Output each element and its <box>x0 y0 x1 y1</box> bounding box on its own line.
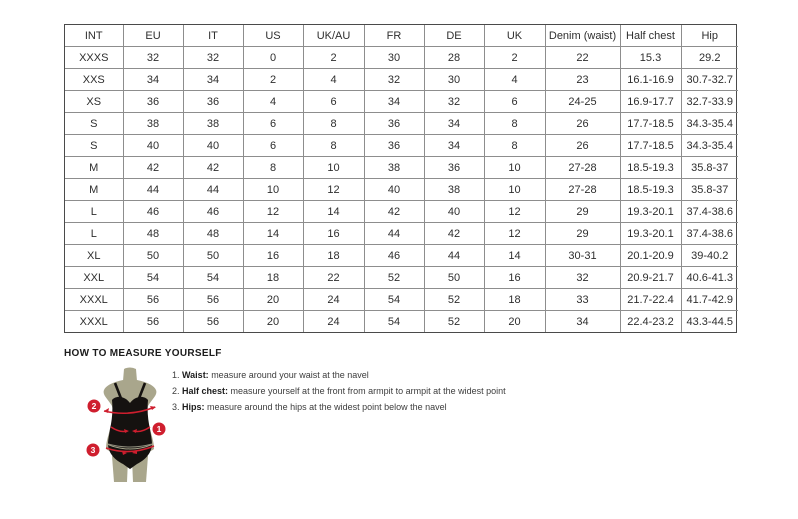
table-cell: 19.3-20.1 <box>620 223 681 245</box>
table-cell: 46 <box>123 201 183 223</box>
column-header: Half chest <box>620 25 681 47</box>
table-cell: 6 <box>303 91 364 113</box>
table-cell: 42 <box>424 223 484 245</box>
table-cell: 52 <box>364 267 424 289</box>
table-cell: 29 <box>545 223 620 245</box>
table-cell: 18.5-19.3 <box>620 157 681 179</box>
table-cell: 52 <box>424 311 484 333</box>
step-number: 1. <box>172 370 183 380</box>
table-cell: 16.1-16.9 <box>620 69 681 91</box>
table-cell: 42 <box>183 157 243 179</box>
table-row <box>65 289 738 311</box>
table-cell: 48 <box>183 223 243 245</box>
table-cell: 8 <box>303 135 364 157</box>
table-cell: 34.3-35.4 <box>681 135 738 157</box>
table-cell: 34 <box>424 135 484 157</box>
table-cell: 22.4-23.2 <box>620 311 681 333</box>
table-cell: XXXL <box>65 311 123 333</box>
table-cell: 34.3-35.4 <box>681 113 738 135</box>
measure-steps <box>172 370 506 418</box>
table-cell: 2 <box>484 47 545 69</box>
table-cell: 20.9-21.7 <box>620 267 681 289</box>
table-cell: 40 <box>123 135 183 157</box>
table-cell: 36 <box>183 91 243 113</box>
table-cell: 42 <box>364 201 424 223</box>
table-cell: 10 <box>484 157 545 179</box>
table-cell: 18 <box>303 245 364 267</box>
table-cell: 8 <box>303 113 364 135</box>
table-cell: 30 <box>424 69 484 91</box>
table-cell: XL <box>65 245 123 267</box>
step-text: measure yourself at the front from armpit to armpit at the widest point <box>228 386 506 396</box>
table-cell: 32 <box>364 69 424 91</box>
measure-step <box>172 402 506 412</box>
column-header: IT <box>183 25 243 47</box>
table-cell: 2 <box>243 69 303 91</box>
table-cell: 56 <box>123 289 183 311</box>
table-cell: 54 <box>183 267 243 289</box>
column-header: INT <box>65 25 123 47</box>
table-cell: 18 <box>484 289 545 311</box>
table-cell: 44 <box>424 245 484 267</box>
swimsuit-top <box>108 397 152 449</box>
table-cell: 24 <box>303 289 364 311</box>
table-row <box>65 179 738 201</box>
table-cell: 18.5-19.3 <box>620 179 681 201</box>
table-cell: 18 <box>243 267 303 289</box>
step-label: Waist: <box>182 370 209 380</box>
table-cell: 8 <box>484 135 545 157</box>
table-cell: 16.9-17.7 <box>620 91 681 113</box>
column-header: EU <box>123 25 183 47</box>
table-cell: 38 <box>123 113 183 135</box>
table-cell: 20.1-20.9 <box>620 245 681 267</box>
table-cell: 19.3-20.1 <box>620 201 681 223</box>
table-cell: 2 <box>303 47 364 69</box>
table-cell: 32 <box>545 267 620 289</box>
step-number: 3. <box>172 402 183 412</box>
table-cell: 32 <box>123 47 183 69</box>
table-cell: 12 <box>484 223 545 245</box>
table-row <box>65 223 738 245</box>
table-cell: 32 <box>183 47 243 69</box>
measure-step <box>172 386 506 396</box>
table-cell: 56 <box>183 289 243 311</box>
table-cell: 33 <box>545 289 620 311</box>
table-cell: 34 <box>123 69 183 91</box>
table-cell: 35.8-37 <box>681 157 738 179</box>
table-cell: L <box>65 223 123 245</box>
table-cell: S <box>65 135 123 157</box>
table-cell: 41.7-42.9 <box>681 289 738 311</box>
table-cell: 17.7-18.5 <box>620 135 681 157</box>
mannequin-neck <box>123 368 137 382</box>
table-cell: 6 <box>243 113 303 135</box>
step-number: 2. <box>172 386 183 396</box>
table-cell: 56 <box>183 311 243 333</box>
table-cell: 37.4-38.6 <box>681 223 738 245</box>
table-cell: 30-31 <box>545 245 620 267</box>
table-cell: 10 <box>484 179 545 201</box>
table-cell: 4 <box>303 69 364 91</box>
table-cell: 20 <box>484 311 545 333</box>
table-cell: 26 <box>545 113 620 135</box>
table-cell: 38 <box>364 157 424 179</box>
table-row <box>65 47 738 69</box>
table-row <box>65 245 738 267</box>
table-cell: 12 <box>303 179 364 201</box>
waist-badge <box>153 423 166 436</box>
table-cell: 10 <box>303 157 364 179</box>
table-cell: 44 <box>364 223 424 245</box>
table-cell: 14 <box>303 201 364 223</box>
table-cell: 16 <box>243 245 303 267</box>
table-cell: 17.7-18.5 <box>620 113 681 135</box>
chest-badge-number: 2 <box>91 401 97 411</box>
column-header: FR <box>364 25 424 47</box>
step-label: Hips: <box>182 402 205 412</box>
table-cell: 56 <box>123 311 183 333</box>
table-cell: 6 <box>484 91 545 113</box>
table-cell: 28 <box>424 47 484 69</box>
table-cell: 38 <box>183 113 243 135</box>
measure-section-title: HOW TO MEASURE YOURSELF <box>64 348 222 359</box>
measurement-mannequin-illustration <box>78 366 182 486</box>
table-cell: 37.4-38.6 <box>681 201 738 223</box>
table-cell: 10 <box>243 179 303 201</box>
step-text: measure around your waist at the navel <box>208 370 369 380</box>
table-cell: 16 <box>484 267 545 289</box>
table-cell: S <box>65 113 123 135</box>
table-cell: 12 <box>484 201 545 223</box>
table-cell: 50 <box>424 267 484 289</box>
table-cell: XXS <box>65 69 123 91</box>
table-cell: 52 <box>424 289 484 311</box>
table-cell: 54 <box>364 289 424 311</box>
chest-badge <box>88 400 101 413</box>
table-cell: M <box>65 157 123 179</box>
table-cell: 42 <box>123 157 183 179</box>
table-cell: 22 <box>303 267 364 289</box>
table-cell: 44 <box>123 179 183 201</box>
table-cell: XXXS <box>65 47 123 69</box>
table-cell: 34 <box>364 91 424 113</box>
table-row <box>65 135 738 157</box>
table-cell: 35.8-37 <box>681 179 738 201</box>
table-cell: 12 <box>243 201 303 223</box>
table-cell: 8 <box>243 157 303 179</box>
table-cell: 30 <box>364 47 424 69</box>
table-cell: 40 <box>364 179 424 201</box>
table-cell: 36 <box>123 91 183 113</box>
table-cell: 50 <box>183 245 243 267</box>
table-row <box>65 91 738 113</box>
table-cell: 14 <box>243 223 303 245</box>
table-cell: 26 <box>545 135 620 157</box>
table-cell: 48 <box>123 223 183 245</box>
table-cell: 40 <box>424 201 484 223</box>
table-cell: L <box>65 201 123 223</box>
table-cell: 21.7-22.4 <box>620 289 681 311</box>
column-header: UK/AU <box>303 25 364 47</box>
size-table-head <box>65 25 738 47</box>
step-text: measure around the hips at the widest point below the navel <box>204 402 447 412</box>
table-cell: 40 <box>183 135 243 157</box>
table-cell: 0 <box>243 47 303 69</box>
table-cell: 32.7-33.9 <box>681 91 738 113</box>
table-cell: 36 <box>424 157 484 179</box>
table-cell: 34 <box>545 311 620 333</box>
table-cell: 36 <box>364 135 424 157</box>
table-cell: 34 <box>183 69 243 91</box>
table-cell: 46 <box>183 201 243 223</box>
table-cell: 50 <box>123 245 183 267</box>
column-header: Denim (waist) <box>545 25 620 47</box>
table-cell: 40.6-41.3 <box>681 267 738 289</box>
table-cell: 54 <box>364 311 424 333</box>
table-cell: 24 <box>303 311 364 333</box>
table-cell: 54 <box>123 267 183 289</box>
table-cell: 43.3-44.5 <box>681 311 738 333</box>
table-cell: 32 <box>424 91 484 113</box>
table-row <box>65 201 738 223</box>
table-cell: 24-25 <box>545 91 620 113</box>
table-cell: 27-28 <box>545 157 620 179</box>
table-cell: 46 <box>364 245 424 267</box>
table-cell: 27-28 <box>545 179 620 201</box>
table-cell: 4 <box>243 91 303 113</box>
size-table <box>65 25 738 332</box>
table-cell: XXL <box>65 267 123 289</box>
table-cell: 36 <box>364 113 424 135</box>
table-cell: 29 <box>545 201 620 223</box>
table-row <box>65 267 738 289</box>
column-header: Hip <box>681 25 738 47</box>
table-cell: 34 <box>424 113 484 135</box>
table-cell: 20 <box>243 311 303 333</box>
table-cell: 20 <box>243 289 303 311</box>
table-cell: 30.7-32.7 <box>681 69 738 91</box>
table-row <box>65 113 738 135</box>
hips-badge <box>87 444 100 457</box>
table-row <box>65 157 738 179</box>
table-cell: 14 <box>484 245 545 267</box>
size-table-container <box>64 24 737 333</box>
table-cell: M <box>65 179 123 201</box>
table-row <box>65 311 738 333</box>
hips-badge-number: 3 <box>90 445 96 455</box>
column-header: US <box>243 25 303 47</box>
measure-step <box>172 370 506 380</box>
table-cell: 44 <box>183 179 243 201</box>
step-label: Half chest: <box>182 386 229 396</box>
table-cell: 6 <box>243 135 303 157</box>
size-table-body <box>65 47 738 333</box>
table-cell: 39-40.2 <box>681 245 738 267</box>
table-cell: 38 <box>424 179 484 201</box>
table-cell: 29.2 <box>681 47 738 69</box>
table-cell: 15.3 <box>620 47 681 69</box>
header-row <box>65 25 738 47</box>
table-cell: 23 <box>545 69 620 91</box>
waist-badge-number: 1 <box>156 424 162 434</box>
column-header: UK <box>484 25 545 47</box>
table-cell: 16 <box>303 223 364 245</box>
table-cell: XS <box>65 91 123 113</box>
table-cell: 8 <box>484 113 545 135</box>
column-header: DE <box>424 25 484 47</box>
table-cell: XXXL <box>65 289 123 311</box>
table-row <box>65 69 738 91</box>
table-cell: 22 <box>545 47 620 69</box>
table-cell: 4 <box>484 69 545 91</box>
